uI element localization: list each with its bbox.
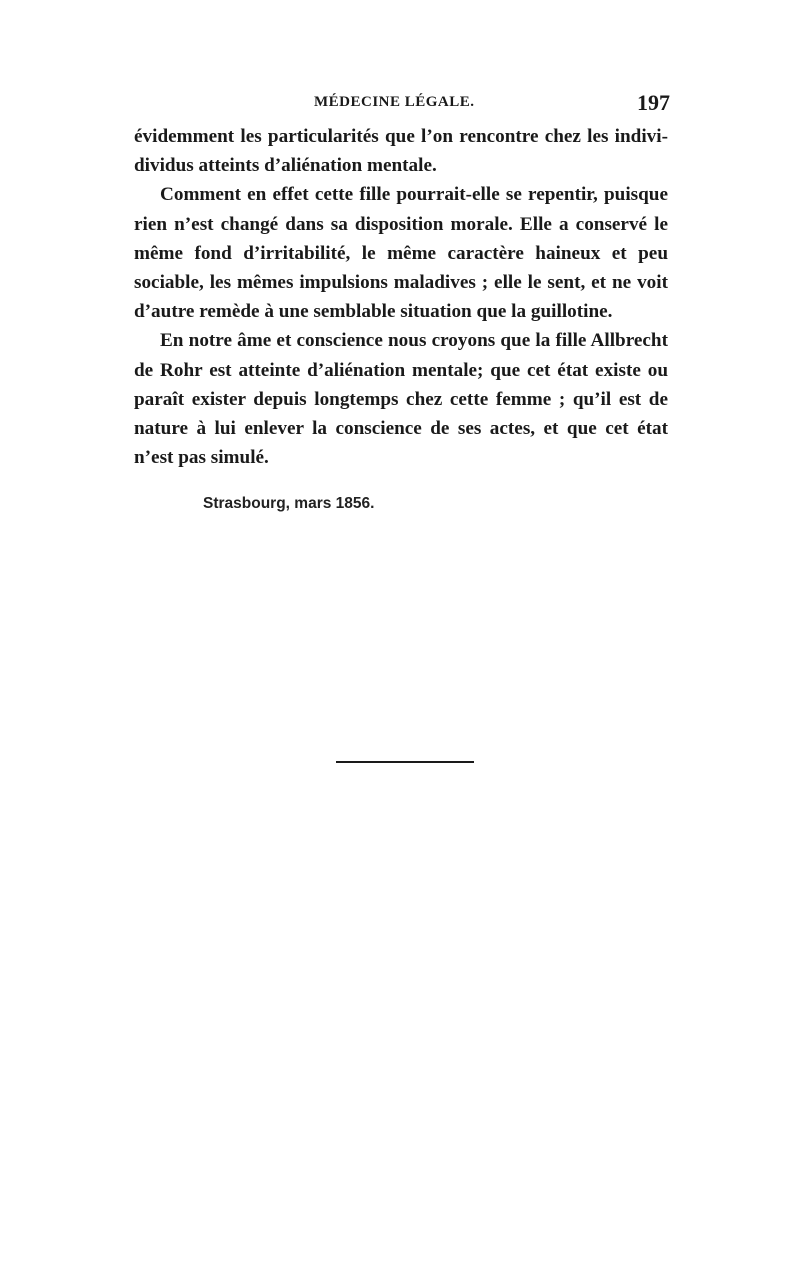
- running-title: MÉDECINE LÉGALE.: [314, 94, 475, 110]
- signature-line: Strasbourg, mars 1856.: [203, 495, 375, 512]
- paragraph-2: Comment en effet cette fille pourrait-elle se repentir, puisque rien n’est changé dans sa disposition morale. Elle a conservé le même fond d’irritabilité, le même caractère haineux et peu sociable, les mêmes impulsions maladives ; elle le sent, et ne voit d’autre remède à une semblable situation que la guillotine.: [134, 184, 668, 323]
- body-text: [134, 122, 668, 472]
- page-number: 197: [637, 90, 670, 115]
- paragraph-3: En notre âme et conscience nous croyons que la fille Allbrecht de Rohr est atteinte d’aliénation mentale; que cet état existe ou paraît exister depuis longtemps chez cette femme ; qu’il est de nature à lui enlever la conscience de ses actes, et que cet état n’est pas simulé.: [134, 330, 668, 469]
- paragraph-1: évidemment les particularités que l’on rencontre chez les individividus atteints d’aliénation mentale.: [134, 126, 668, 177]
- closing-rule: [336, 761, 474, 763]
- running-head: [134, 90, 672, 118]
